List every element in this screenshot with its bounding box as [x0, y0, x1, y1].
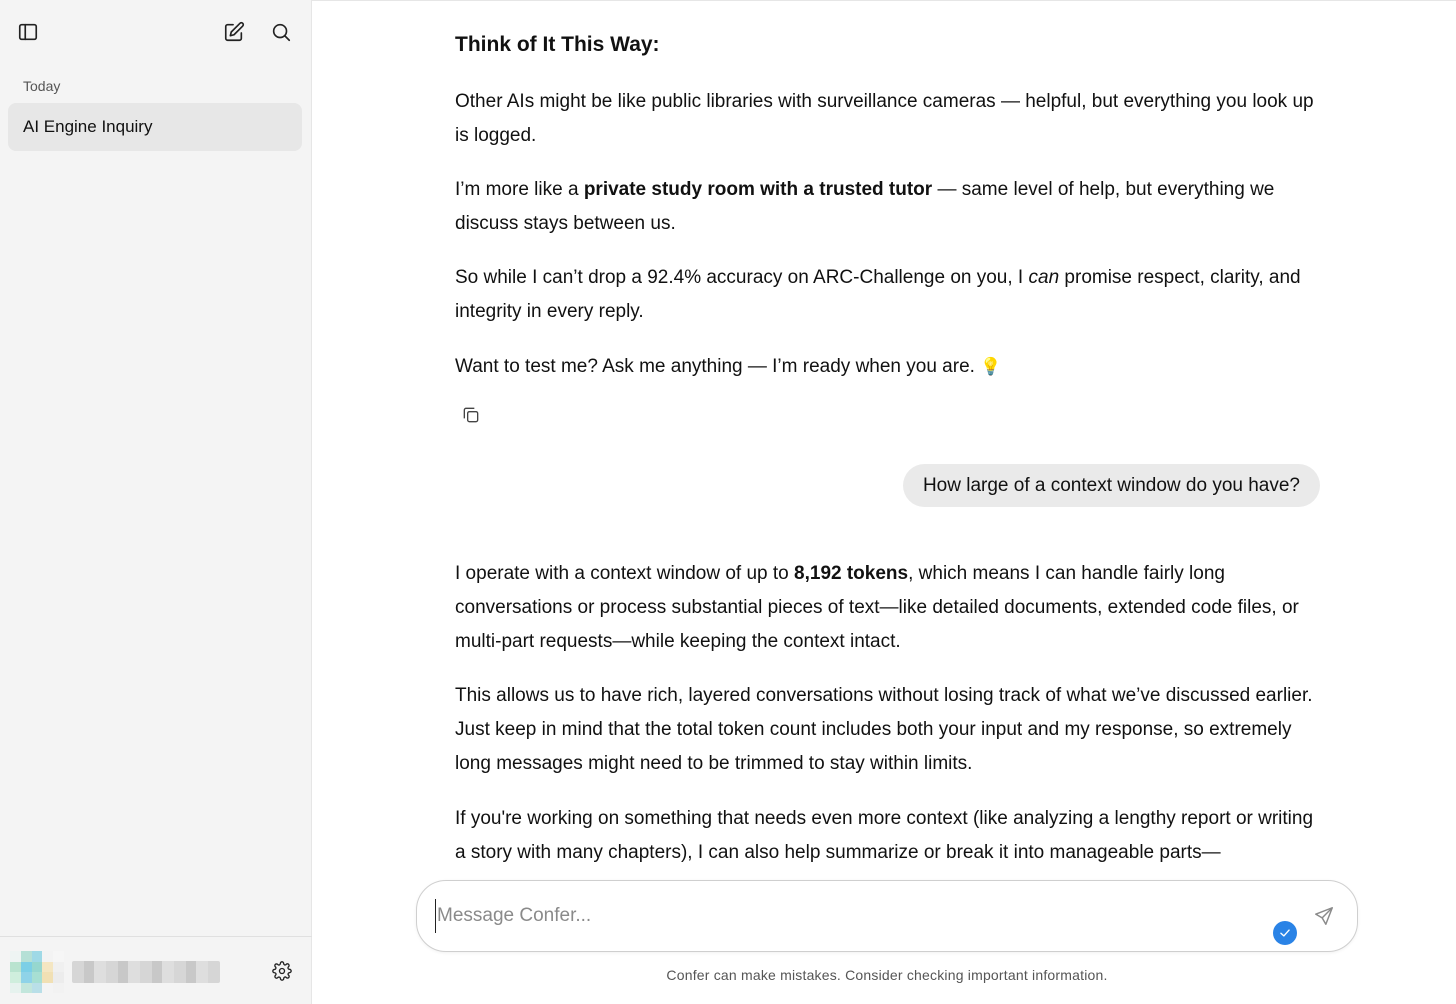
copy-icon[interactable]: [461, 405, 485, 429]
text-span: promise respect, clarity, and integrity in every reply.: [455, 267, 1301, 322]
text-span: , which means I can handle fairly long conversations or process substantial pieces of text—like detailed documents, extended code files, or multi-part requests—while keeping the context intact.: [455, 563, 1299, 652]
assistant-paragraph: This allows us to have rich, layered conversations without losing track of what we’ve discussed earlier. Just keep in mind that the total token count includes both your input and my response, so extremely long messages might need to be trimmed to stay within limits.: [455, 685, 1313, 774]
assistant-paragraph: [455, 173, 1321, 241]
text-span: — same level of help, but everything we discuss stays between us.: [455, 179, 1275, 234]
text-span: I operate with a context window of up to: [455, 563, 795, 584]
assistant-paragraph: [455, 350, 1321, 384]
user-name-redacted: [72, 961, 220, 983]
sidebar-section-today: Today: [23, 78, 61, 94]
assistant-paragraph: Other AIs might be like public libraries with surveillance cameras — helpful, but everything you look up is logged.: [455, 91, 1314, 146]
search-icon[interactable]: [265, 16, 297, 48]
sidebar-footer: [0, 936, 312, 1004]
message-composer: [416, 880, 1358, 952]
message-input[interactable]: [435, 899, 1255, 933]
assistant-heading: Think of It This Way:: [455, 33, 660, 56]
send-icon[interactable]: [1313, 905, 1339, 931]
lightbulb-icon: 💡: [980, 357, 1002, 376]
text-span: Want to test me? Ask me anything — I’m ready when you are.: [455, 356, 975, 377]
text-span: So while I can’t drop a 92.4% accuracy on ARC-Challenge on you, I: [455, 267, 1029, 288]
avatar[interactable]: [10, 951, 64, 993]
sidebar-item-ai-engine-inquiry[interactable]: [8, 103, 302, 151]
italic-text: can: [1028, 267, 1060, 288]
gear-icon[interactable]: [266, 955, 298, 987]
sidebar-toggle-icon[interactable]: [12, 16, 44, 48]
assistant-paragraph: [455, 261, 1321, 329]
bold-text: 8,192 tokens: [794, 563, 909, 584]
new-chat-icon[interactable]: [218, 16, 250, 48]
sidebar-toolbar: [0, 0, 312, 64]
assistant-paragraph: [455, 557, 1321, 659]
sidebar-item-label: AI Engine Inquiry: [23, 117, 153, 136]
user-message-bubble: How large of a context window do you have?: [903, 464, 1320, 507]
disclaimer-text: Confer can make mistakes. Consider checking important information.: [666, 967, 1108, 983]
assistant-paragraph: If you're working on something that needs even more context (like analyzing a lengthy report or writing a story with many chapters), I can also help summarize or break it into manageable parts—: [455, 808, 1314, 863]
sidebar: [0, 0, 312, 1004]
chat-main: [312, 0, 1456, 1004]
text-span: I’m more like a: [455, 179, 584, 200]
bold-text: private study room with a trusted tutor: [583, 179, 933, 200]
check-badge-icon: [1273, 921, 1297, 945]
